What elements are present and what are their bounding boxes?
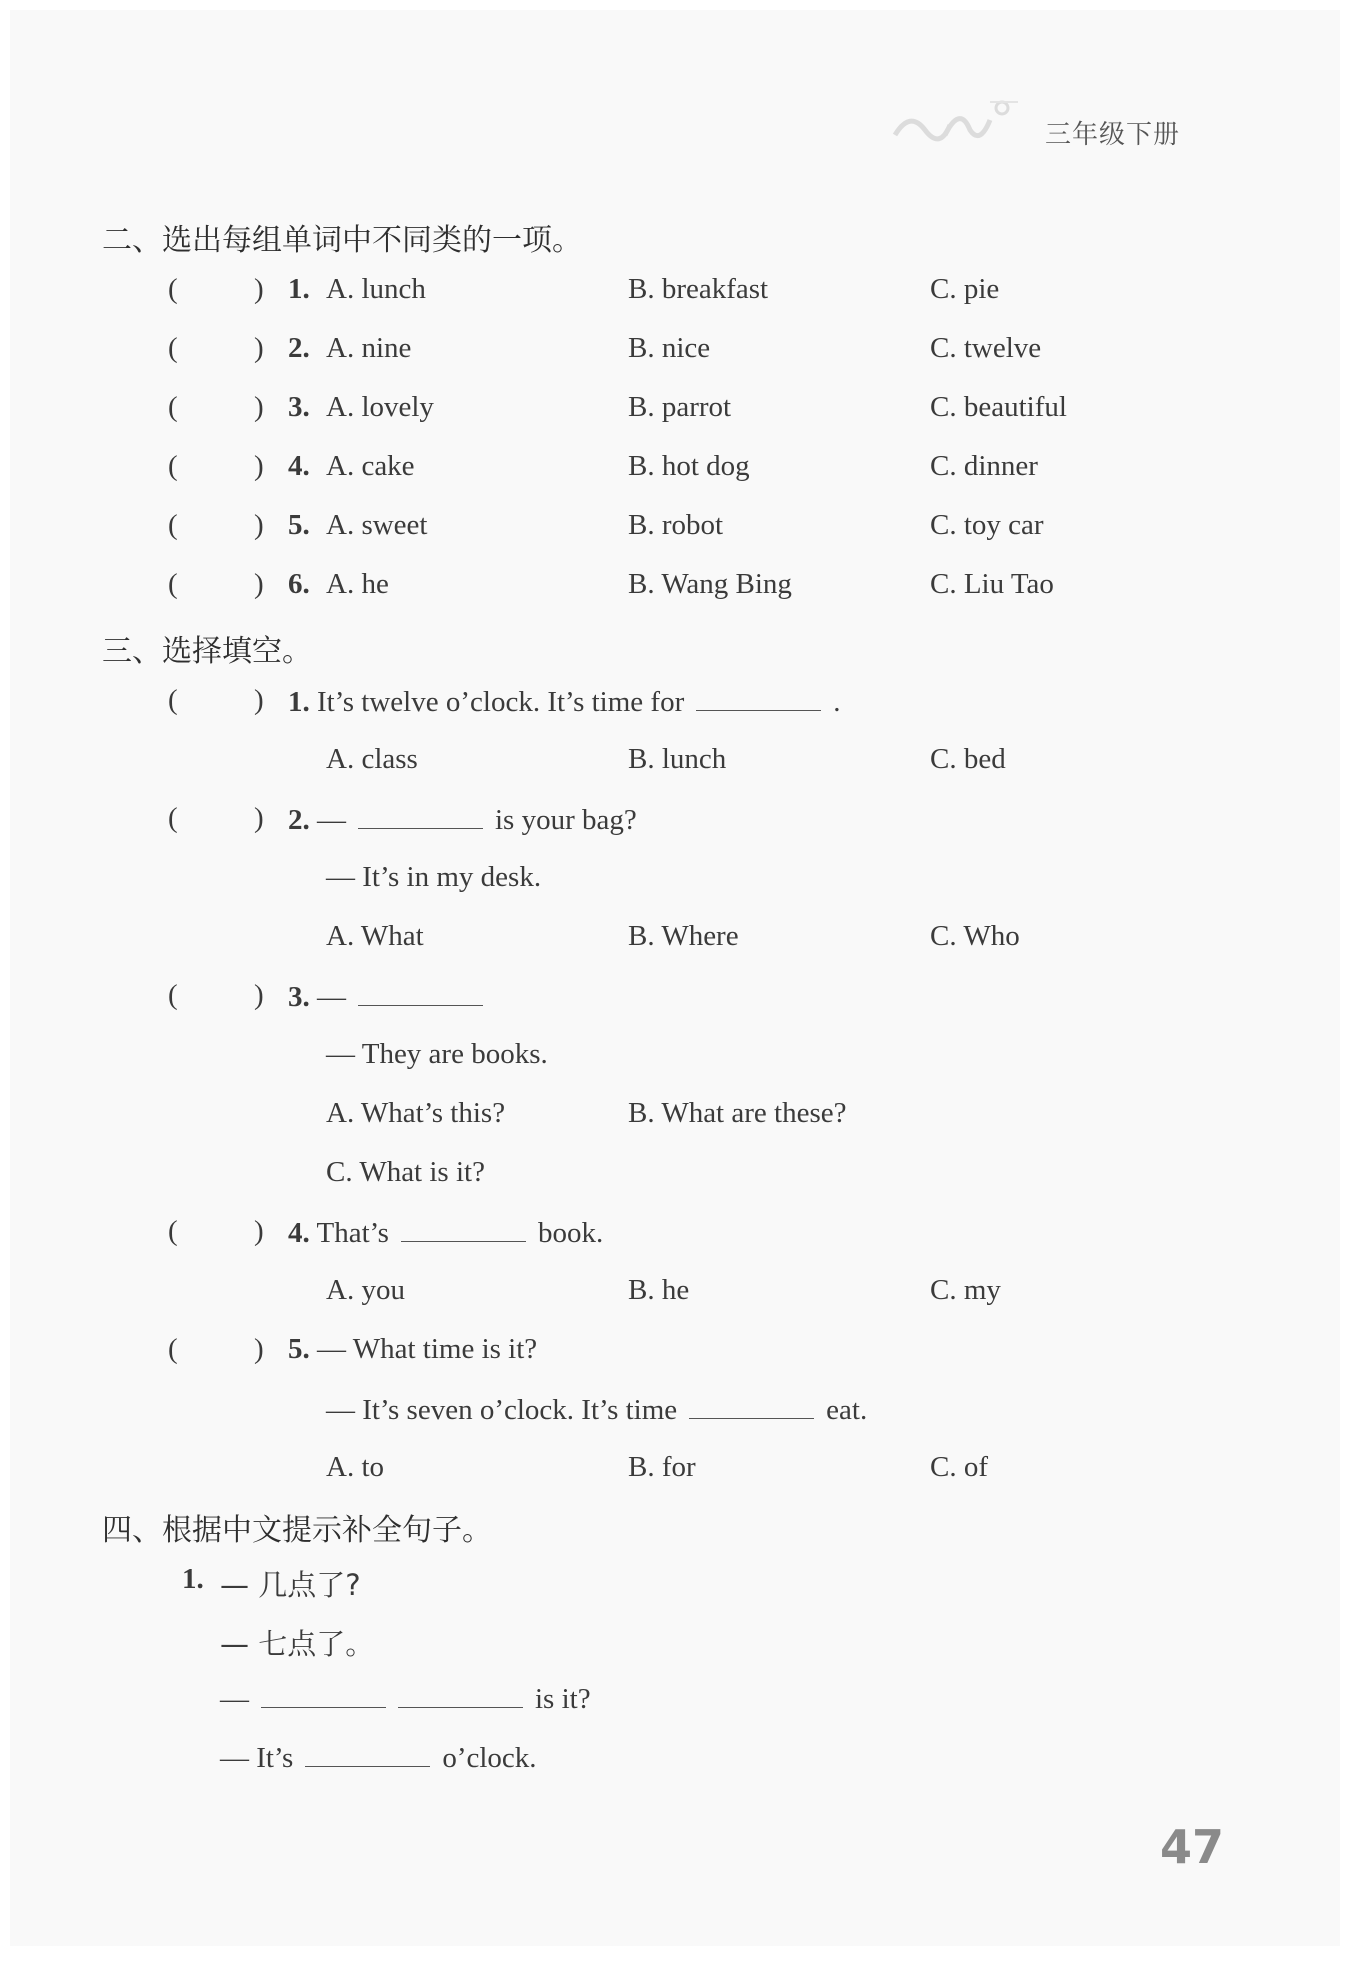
answer-bracket-close: ): [254, 273, 264, 305]
chinese-prompt: — 七点了。: [220, 1627, 375, 1661]
option-c: C. toy car: [930, 509, 1044, 541]
page-number: 47: [1160, 1820, 1225, 1874]
option-c: C. dinner: [930, 450, 1038, 482]
question-stem: [288, 979, 495, 1014]
answer-bracket-open[interactable]: (: [168, 273, 178, 305]
answer-bracket-close: ): [254, 802, 264, 834]
answer-bracket-close: ): [254, 979, 264, 1011]
answer-bracket-open[interactable]: (: [168, 684, 178, 716]
option-a: A. he: [326, 568, 389, 600]
stem-text: It’s twelve o’clock. It’s time for: [317, 686, 685, 718]
english-answer-line: [220, 1681, 591, 1716]
option-b: B. he: [628, 1274, 690, 1306]
item-number: 4.: [288, 450, 310, 482]
fill-blank[interactable]: [401, 1215, 526, 1242]
line-tail: is it?: [535, 1683, 591, 1715]
answer-bracket-close: ): [254, 1333, 264, 1365]
option-a: A. What’s this?: [326, 1097, 506, 1129]
option-a: A. you: [326, 1274, 405, 1306]
answer-bracket-open[interactable]: (: [168, 802, 178, 834]
question-stem: [288, 1215, 603, 1250]
option-a: A. cake: [326, 450, 415, 482]
answer-bracket-close: ): [254, 450, 264, 482]
item-number: 1.: [182, 1563, 204, 1595]
item-number: 3.: [288, 391, 310, 423]
option-b: B. Wang Bing: [628, 568, 792, 600]
workbook-page: [10, 10, 1340, 1946]
option-a: A. What: [326, 920, 424, 952]
option-b: B. breakfast: [628, 273, 769, 305]
question-stem: [288, 1333, 537, 1366]
option-a: A. nine: [326, 332, 412, 364]
section-four-title: 四、根据中文提示补全句子。: [102, 1513, 492, 1548]
reply-head: — It’s seven o’clock. It’s time: [326, 1394, 678, 1426]
option-b: B. Where: [628, 920, 739, 952]
line-tail: o’clock.: [442, 1742, 537, 1774]
answer-bracket-open[interactable]: (: [168, 568, 178, 600]
fill-blank[interactable]: [696, 684, 821, 711]
answer-bracket-close: ): [254, 1215, 264, 1247]
option-a: A. lunch: [326, 273, 426, 305]
stem-end: .: [833, 686, 841, 718]
answer-bracket-open[interactable]: (: [168, 332, 178, 364]
option-b: B. parrot: [628, 391, 732, 423]
answer-bracket-open[interactable]: (: [168, 1333, 178, 1365]
answer-bracket-open[interactable]: (: [168, 391, 178, 423]
item-number: 5.: [288, 1333, 310, 1365]
answer-bracket-open[interactable]: (: [168, 450, 178, 482]
option-a: A. to: [326, 1451, 384, 1483]
option-b: B. robot: [628, 509, 724, 541]
option-c: C. of: [930, 1451, 988, 1483]
section-two-title: 二、选出每组单词中不同类的一项。: [102, 223, 582, 258]
reply-text: [326, 1392, 867, 1427]
question-stem: [288, 684, 840, 719]
answer-bracket-close: ): [254, 332, 264, 364]
option-c: C. pie: [930, 273, 1000, 305]
option-c: C. Who: [930, 920, 1020, 952]
stem-text: — What time is it?: [317, 1333, 538, 1365]
option-a: A. lovely: [326, 391, 434, 423]
fill-blank[interactable]: [305, 1740, 430, 1767]
line-head: — It’s: [220, 1742, 294, 1774]
answer-bracket-close: ): [254, 391, 264, 423]
item-number: 2.: [288, 332, 310, 364]
option-a: A. sweet: [326, 509, 428, 541]
english-answer-line: [220, 1740, 537, 1775]
fill-blank[interactable]: [358, 802, 483, 829]
option-b: B. nice: [628, 332, 711, 364]
stem-dash: —: [317, 981, 346, 1013]
option-b: B. for: [628, 1451, 696, 1483]
item-number: 1.: [288, 686, 310, 718]
stem-end: book.: [537, 1217, 604, 1249]
reply-text: — They are books.: [326, 1038, 548, 1070]
answer-bracket-open[interactable]: (: [168, 979, 178, 1011]
item-number: 2.: [288, 804, 310, 836]
grade-label: 三年级下册: [1045, 120, 1181, 150]
answer-bracket-close: ): [254, 509, 264, 541]
fill-blank[interactable]: [398, 1681, 523, 1708]
answer-bracket-close: ): [254, 684, 264, 716]
stem-text: That’s: [316, 1217, 389, 1249]
reply-tail: eat.: [826, 1394, 868, 1426]
fill-blank[interactable]: [261, 1681, 386, 1708]
option-c: C. Liu Tao: [930, 568, 1054, 600]
option-c: C. What is it?: [326, 1156, 485, 1188]
item-number: 4.: [288, 1217, 310, 1249]
option-c: C. beautiful: [930, 391, 1067, 423]
dash: —: [220, 1683, 249, 1715]
option-a: A. class: [326, 743, 418, 775]
stem-dash: —: [317, 804, 346, 836]
option-b: B. hot dog: [628, 450, 750, 482]
fill-blank[interactable]: [358, 979, 483, 1006]
option-b: B. lunch: [628, 743, 727, 775]
answer-bracket-close: ): [254, 568, 264, 600]
item-number: 3.: [288, 981, 310, 1013]
question-stem: [288, 802, 637, 837]
option-c: C. bed: [930, 743, 1006, 775]
item-number: 1.: [288, 273, 310, 305]
fill-blank[interactable]: [689, 1392, 814, 1419]
option-c: C. my: [930, 1274, 1001, 1306]
section-three-title: 三、选择填空。: [102, 634, 312, 669]
chinese-prompt: — 几点了?: [220, 1568, 361, 1602]
option-b: B. What are these?: [628, 1097, 847, 1129]
option-c: C. twelve: [930, 332, 1042, 364]
item-number: 6.: [288, 568, 310, 600]
stem-text: is your bag?: [495, 804, 637, 836]
answer-bracket-open[interactable]: (: [168, 1215, 178, 1247]
answer-bracket-open[interactable]: (: [168, 509, 178, 541]
reply-text: — It’s in my desk.: [326, 861, 542, 893]
series-logo-icon: [890, 90, 1020, 150]
item-number: 5.: [288, 509, 310, 541]
